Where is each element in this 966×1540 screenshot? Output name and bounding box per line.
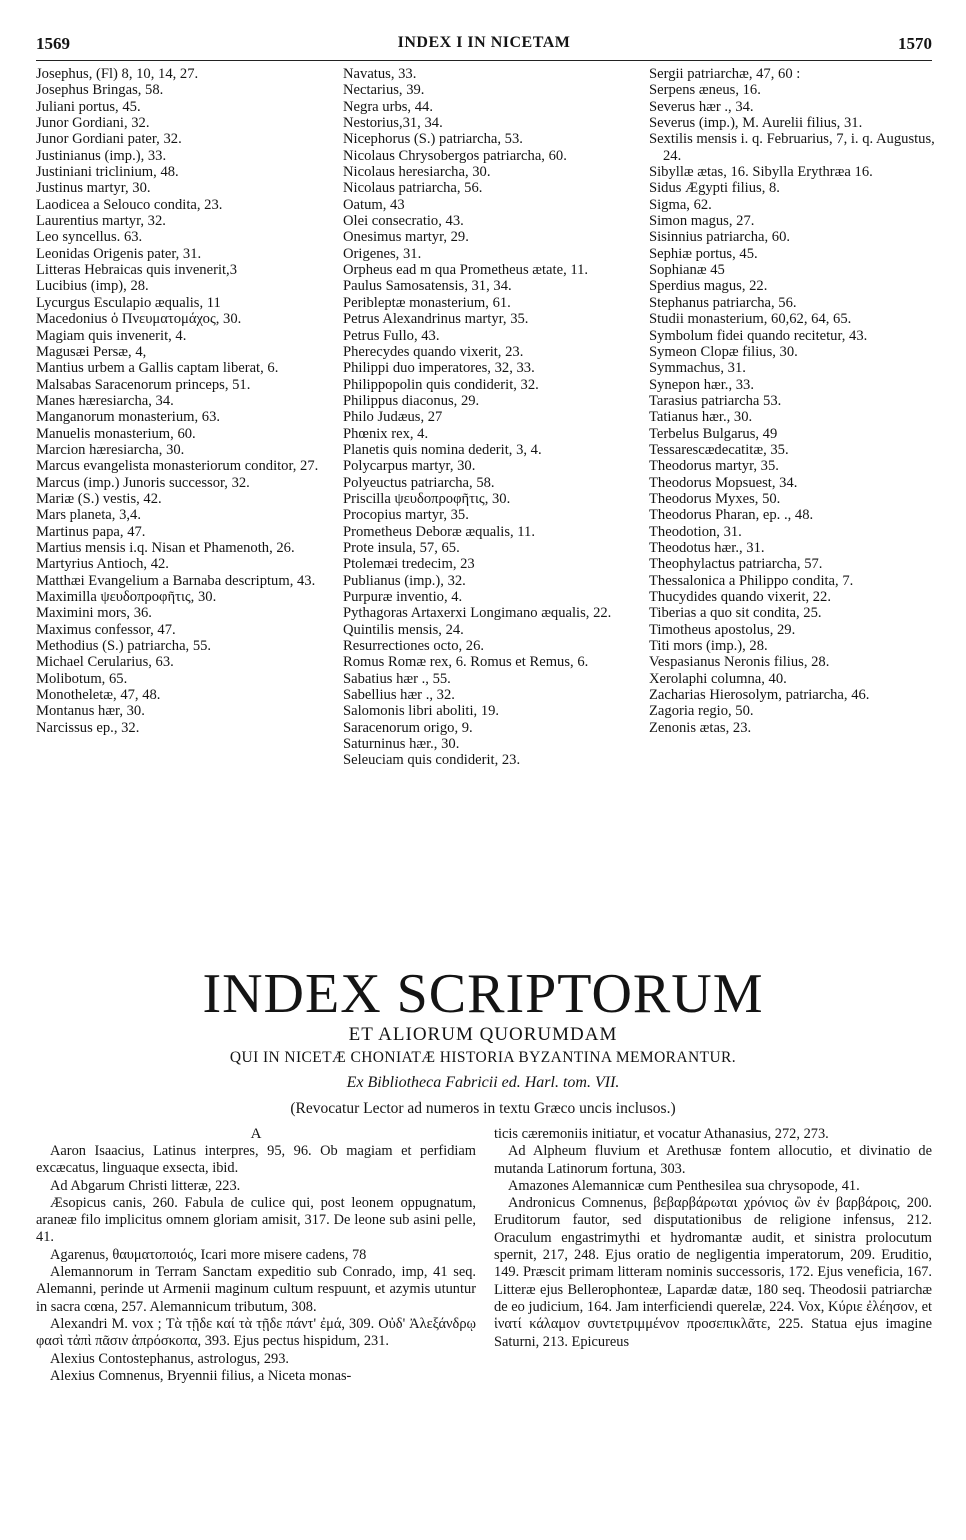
index-entry: Maximini mors, 36. [36,605,152,622]
index-entry: Ptolemæi tredecim, 23 [343,556,475,573]
scriptorum-entry: Amazones Alemannicæ cum Penthesilea sua chrysopode, 41. [508,1177,860,1194]
index-column-1 [36,66,326,736]
index-entry: Malsabas Saracenorum princeps, 51. [36,376,251,393]
scriptorum-entry: Alexius Contostephanus, astrologus, 293. [50,1350,290,1367]
scriptorum-entry: Alemannorum in Terram Sanctam expeditio sub Conrado, imp, 41 seq. Alemanni, perinde ut Armenii maginum cultum respuunt, et azymis utuntur in sacra cœna, 257. Alemannicum tributum, 308. [36,1264,476,1315]
index-entry: Oatum, 43 [343,196,405,213]
reader-note: (Revocatur Lector ad numeros in textu Græco uncis inclusos.) [290,1100,676,1117]
index-entry: Onesimus martyr, 29. [343,229,469,246]
scriptorum-entry: Agarenus, θαυματοποιός, Icari more misere cadens, 78 [50,1246,367,1263]
index-entry: Severus (imp.), M. Aurelii filius, 31. [649,115,863,132]
index-entry: Sextilis mensis i. q. Februarius, 7, i. q. Augustus, 24. [649,131,935,164]
index-entry: Juliani portus, 45. [36,98,141,115]
index-entry: Lucibius (imp), 28. [36,278,149,295]
index-entry: Timotheus apostolus, 29. [649,621,796,638]
index-entry: Xerolaphi columna, 40. [649,670,787,687]
index-entry: Manes hæresiarcha, 34. [36,392,174,409]
index-entry: Sophianæ 45 [649,262,725,279]
scriptorum-entry: Æsopicus canis, 260. Fabula de culice qui, post leonem oppugnatum, araneæ filo implicitus omnem gloriam amisit, 317. De leone sub asini pelle, 41. [36,1194,476,1246]
index-entry: Theodorus martyr, 35. [649,458,779,475]
index-entry: Sidus Ægypti filius, 8. [649,180,780,197]
index-entry: Sephiæ portus, 45. [649,245,758,262]
index-entry: Tiberias a quo sit condita, 25. [649,605,822,622]
index-entry: Sperdius magus, 22. [649,278,768,295]
index-column-3 [649,66,939,736]
index-entry: Nicolaus Chrysobergos patriarcha, 60. [343,147,567,164]
index-entry: Martius mensis i.q. Nisan et Phamenoth, 26. [36,539,295,556]
index-entry: Negra urbs, 44. [343,98,433,115]
index-entry: Prometheus Deboræ æqualis, 11. [343,523,535,540]
scriptorum-left-entries [36,1143,476,1385]
index-entry: Phœnix rex, 4. [343,425,429,442]
index-entry: Theophylactus patriarcha, 57. [649,556,823,573]
scriptorum-entry: Ad Alpheum fluvium et Arethusæ fontem allocutio, et divinatio de mutanda Latinorum fortuna, 303. [494,1143,932,1177]
index-entry: Matthæi Evangelium a Barnaba descriptum, 43. [36,572,316,589]
index-entry: Procopius martyr, 35. [343,507,469,524]
index-entry: Marcion hæresiarcha, 30. [36,441,185,458]
index-entry: Josephus, (Fl) 8, 10, 14, 27. [36,66,199,82]
index-entry: Justiniani triclinium, 48. [36,164,179,181]
index-entry: Seleuciam quis condiderit, 23. [343,752,521,769]
index-entry: Justinus martyr, 30. [36,180,151,197]
scriptorum-left-column [36,1126,476,1385]
index-entry: Magiam quis invenerit, 4. [36,327,187,344]
index-entry: Martyrius Antioch, 42. [36,556,169,573]
index-entry: Montanus hær, 30. [36,703,145,720]
section-title: INDEX SCRIPTORUM [202,963,764,1025]
index-entry: Marcus evangelista monasteriorum conditor, 27. [36,458,319,475]
index-entry: Olei consecratio, 43. [343,213,464,230]
index-entry: Terbelus Bulgarus, 49 [649,425,778,442]
index-entry: Laurentius martyr, 32. [36,213,166,230]
index-entry: Sabatius hær ., 55. [343,670,451,687]
index-entry: Junor Gordiani, 32. [36,115,150,132]
index-entry: Romus Romæ rex, 6. Romus et Remus, 6. [343,654,589,671]
index-entry: Justinianus (imp.), 33. [36,147,167,164]
index-entry: Litteras Hebraicas quis invenerit,3 [36,262,237,279]
index-entry: Pherecydes quando vixerit, 23. [343,343,524,360]
index-entry: Maximus confessor, 47. [36,621,176,638]
index-entry: Sibyllæ ætas, 16. Sibylla Erythræa 16. [649,164,873,181]
index-column-2 [343,66,639,769]
index-entry: Tatianus hær., 30. [649,409,753,426]
index-entry: Leonidas Origenis pater, 31. [36,245,202,262]
index-entry: Nectarius, 39. [343,82,425,99]
index-columns [36,66,935,934]
index-entry: Symmachus, 31. [649,360,746,377]
index-entry: Michael Cerularius, 63. [36,654,174,671]
index-entry: Nestorius,31, 34. [343,115,443,132]
index-entry: Methodius (S.) patriarcha, 55. [36,638,212,655]
index-entry: Serpens æneus, 16. [649,82,761,99]
index-entry: Junor Gordiani pater, 32. [36,131,182,148]
index-entry: Symbolum fidei quando recitetur, 43. [649,327,868,344]
page-header [36,34,932,61]
scriptorum-entry: Alexius Comnenus, Bryennii filius, a Niceta monas- [50,1367,352,1384]
scriptorum-entry: Alexandri M. vox ; Τὰ τῇδε καί τὰ τῇδε πάντ' ἐμά, 309. Οὐδ' Ἀλεξάνδρῳ φασὶ τἀπὶ πᾶσιν ἀπρόσκοπα, 393. Ejus pectus hispidum, 231. [36,1315,476,1350]
page-number-right: 1570 [898,34,932,53]
index-entry: Peribleptæ monasterium, 61. [343,294,511,311]
index-entry: Narcissus ep., 32. [36,719,140,736]
index-entry: Tessarescædecatitæ, 35. [649,441,789,458]
index-entry: Philippopolin quis condiderit, 32. [343,376,539,393]
index-entry: Magusæi Persæ, 4, [36,343,147,360]
index-entry: Nicolaus patriarcha, 56. [343,180,483,197]
section-letter: A [250,1126,262,1142]
index-entry: Tarasius patriarcha 53. [649,392,782,409]
scriptorum-entry: Ad Abgarum Christi litteræ, 223. [50,1177,241,1194]
index-entry: Mariæ (S.) vestis, 42. [36,490,162,507]
index-entry: Simon magus, 27. [649,213,755,230]
index-entry: Josephus Bringas, 58. [36,82,164,99]
index-entry: Theodotion, 31. [649,523,742,540]
index-entry: Resurrectiones octo, 26. [343,638,485,655]
index-entry: Manuelis monasterium, 60. [36,425,196,442]
scriptorum-right-entries [494,1143,932,1351]
index-entry: Thessalonica a Philippo condita, 7. [649,572,854,589]
index-entry: Theodotus hær., 31. [649,539,765,556]
index-entry: Zacharias Hierosolym, patriarcha, 46. [649,687,870,704]
index-entry: Leo syncellus. 63. [36,229,143,246]
index-entry: Macedonius ὁ Πνευματομάχος, 30. [36,311,242,328]
index-entry: Severus hær ., 34. [649,98,754,115]
source-note: Ex Bibliotheca Fabricii ed. Harl. tom. VII. [346,1074,620,1091]
page-number-left: 1569 [36,34,70,53]
index-entry: Laodicea a Selouco condita, 23. [36,196,223,213]
index-entry: Studii monasterium, 60,62, 64, 65. [649,311,852,328]
index-entry: Sergii patriarchæ, 47, 60 : [649,66,801,82]
index-entry: Theodorus Mopsuest, 34. [649,474,798,491]
section-subtitle: ET ALIORUM QUORUMDAM [348,1024,618,1045]
index-entry: Molibotum, 65. [36,670,128,687]
index-entry: Monotheletæ, 47, 48. [36,687,161,704]
index-entry: Zenonis ætas, 23. [649,719,752,736]
index-entry: Theodorus Pharan, ep. ., 48. [649,507,814,524]
index-entry: Petrus Fullo, 43. [343,327,440,344]
scriptorum-entry: Aaron Isaacius, Latinus interpres, 95, 96. Ob magiam et perfidiam excæcatus, linguaque exsecta, ibid. [36,1143,476,1177]
section-subtitle-2: QUI IN NICETÆ CHONIATÆ HISTORIA BYZANTINA MEMORANTUR. [229,1049,737,1066]
index-entry: Petrus Alexandrinus martyr, 35. [343,311,529,328]
index-entry: Theodorus Myxes, 50. [649,490,781,507]
index-entry: Navatus, 33. [343,66,417,82]
index-entry: Quintilis mensis, 24. [343,621,464,638]
index-entry: Stephanus patriarcha, 56. [649,294,797,311]
index-entry: Symeon Clopæ filius, 30. [649,343,798,360]
index-entry: Thucydides quando vixerit, 22. [649,589,831,605]
index-entry: Pythagoras Artaxerxi Longimano æqualis, 22. [343,605,612,622]
index-entry: Philippus diaconus, 29. [343,392,480,409]
index-entry: Salomonis libri aboliti, 19. [343,703,500,720]
index-entry: Titi mors (imp.), 28. [649,638,768,655]
index-entry: Lycurgus Esculapio æqualis, 11 [36,294,221,311]
scriptorum-right-column [494,1126,932,1351]
index-entry: Mantius urbem a Gallis captam liberat, 6. [36,360,279,377]
index-entry: Saracenorum origo, 9. [343,719,473,736]
index-entry: Saturninus hær., 30. [343,736,460,753]
index-entry: Sigma, 62. [649,196,712,213]
index-entry: Marcus (imp.) Junoris successor, 32. [36,474,250,491]
index-entry: Maximilla ψευδοπροφῆτις, 30. [36,589,217,605]
index-entry: Zagoria regio, 50. [649,703,754,720]
index-entry: Publianus (imp.), 32. [343,572,466,589]
index-entry: Philippi duo imperatores, 32, 33. [343,360,535,377]
index-entry: Polyeuctus patriarcha, 58. [343,474,495,491]
index-entry: Manganorum monasterium, 63. [36,409,221,426]
index-entry: Philo Judæus, 27 [343,409,443,426]
index-entry: Nicephorus (S.) patriarcha, 53. [343,131,523,148]
running-title: INDEX I IN NICETAM [397,34,571,51]
index-entry: Origenes, 31. [343,245,422,262]
index-entry: Paulus Samosatensis, 31, 34. [343,278,512,295]
index-entry: Nicolaus heresiarcha, 30. [343,164,491,181]
index-entry: Prote insula, 57, 65. [343,539,460,556]
index-entry: Purpuræ inventio, 4. [343,589,463,605]
index-entry: Orpheus ead m qua Prometheus ætate, 11. [343,262,589,279]
index-entry: Planetis quis nomina dederit, 3, 4. [343,441,542,458]
index-entry: Sisinnius patriarcha, 60. [649,229,791,246]
index-entry: Vespasianus Neronis filius, 28. [649,654,830,671]
index-entry: Martinus papa, 47. [36,523,146,540]
continued-entry: ticis cæremoniis initiatur, et vocatur Athanasius, 272, 273. [494,1126,829,1142]
index-entry: Priscilla ψευδοπροφῆτις, 30. [343,490,511,507]
index-entry: Synepon hær., 33. [649,376,754,393]
scriptorum-body [36,1126,932,1526]
index-entry: Mars planeta, 3,4. [36,507,141,524]
index-entry: Sabellius hær ., 32. [343,687,455,704]
scriptorum-entry: Andronicus Comnenus, βεβαρβάρωται χρόνιος ὢν ἐν βαρβάροις, 200. Eruditorum fautor, sed disputationibus de religione infensus, 212. Oraculum engastrimythi et hydromantæ audit, et sinistra prolocutum spernit, 217, 248. Ejus oratio de negligentia imperatorum, 209. Eruditio, 149. Præscit primam litteram nominis successoris, 172. Ejus veneficia, 167. Litteræ ejus Bellerophonteæ, Lapardæ datæ, 180 seq. Theodosii patriarchæ de eo judicium, 164. Jam interficiendi querelæ, 224. Vox, Κύριε ἐλέησον, et ἱνατί κάλαμον συντετριμμένον προσεπικλᾶτε, 225. Statua ejus imagine Saturni, 213. Epicureus [494,1195,932,1350]
index-entry: Polycarpus martyr, 30. [343,458,476,475]
